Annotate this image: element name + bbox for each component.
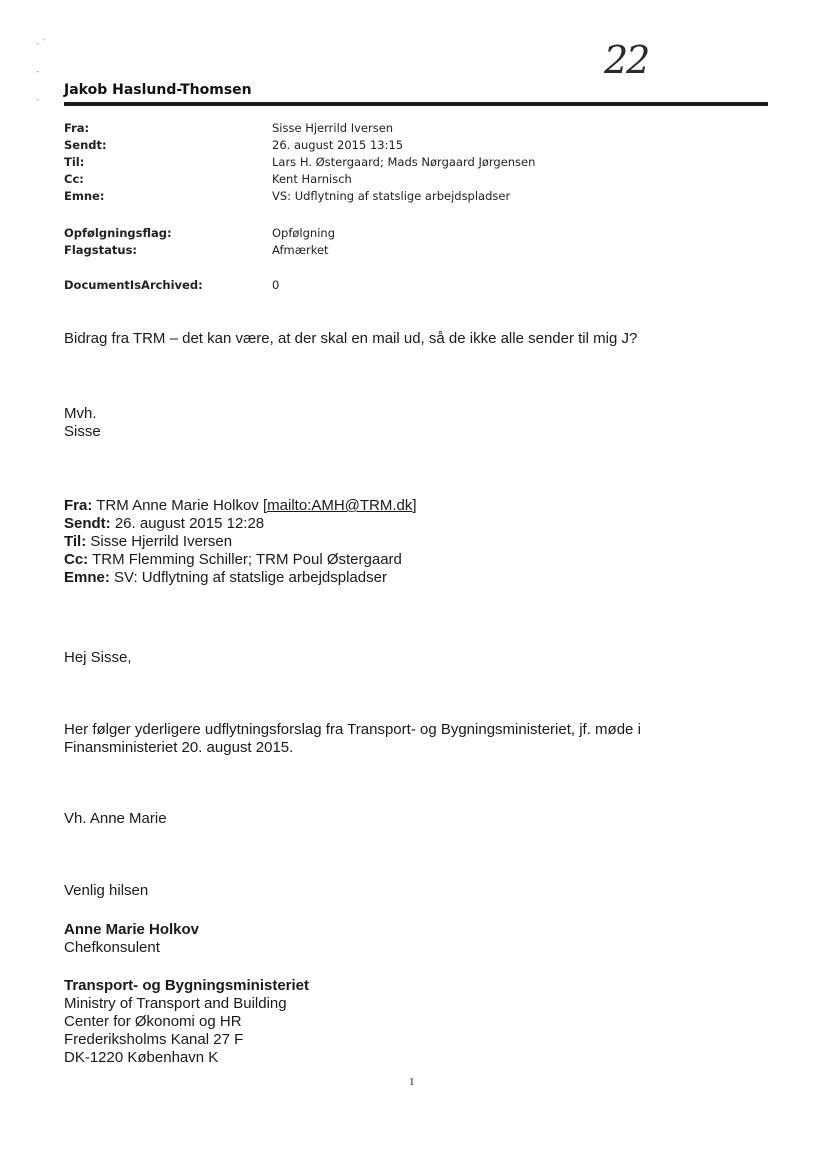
meta-label: Flagstatus: xyxy=(64,243,138,257)
meta-row-to xyxy=(64,155,764,171)
meta-label: Fra: xyxy=(64,121,90,135)
meta-row-subject xyxy=(64,189,764,205)
mailbox-owner-name: Jakob Haslund-Thomsen xyxy=(64,82,252,98)
sig-title: Chefkonsulent xyxy=(64,939,160,956)
meta-label: Opfølgningsflag: xyxy=(64,226,172,240)
meta-value: Opfølgning xyxy=(272,226,336,240)
fwd-subject-label: Emne: xyxy=(64,569,110,586)
meta-value: VS: Udflytning af statslige arbejdspladser xyxy=(272,189,511,203)
fwd-sent-line xyxy=(64,515,264,533)
meta-label: DocumentIsArchived: xyxy=(64,278,203,292)
message-signature: Sisse xyxy=(64,423,101,440)
meta-row-flag-status xyxy=(64,243,764,259)
header-rule xyxy=(64,102,768,106)
fwd-greeting: Hej Sisse, xyxy=(64,649,132,666)
fwd-body-line-2: Finansministeriet 20. august 2015. xyxy=(64,739,294,756)
meta-label: Sendt: xyxy=(64,138,107,152)
fwd-to-value: Sisse Hjerrild Iversen xyxy=(90,533,233,550)
fwd-from-label: Fra: xyxy=(64,497,93,514)
fwd-regards: Venlig hilsen xyxy=(64,882,149,899)
sig-address: Frederiksholms Kanal 27 F xyxy=(64,1031,244,1048)
fwd-subject-value: SV: Udflytning af statslige arbejdspladser xyxy=(114,569,387,586)
fwd-body-line-1: Her følger yderligere udflytningsforslag fra Transport- og Bygningsministeriet, jf. møde i xyxy=(64,721,641,738)
meta-value: 0 xyxy=(272,278,280,292)
fwd-cc-value: TRM Flemming Schiller; TRM Poul Østergaard xyxy=(92,551,402,568)
fwd-from-mailto-link[interactable]: [mailto:AMH@TRM.dk] xyxy=(262,497,417,514)
fwd-subject-line xyxy=(64,569,387,587)
fwd-from-value: TRM Anne Marie Holkov xyxy=(96,497,263,514)
meta-row-archived xyxy=(64,278,764,294)
sig-city: DK-1220 København K xyxy=(64,1049,219,1066)
scan-specks: - ` - - xyxy=(36,39,47,105)
meta-value: 26. august 2015 13:15 xyxy=(272,138,404,152)
fwd-vh: Vh. Anne Marie xyxy=(64,810,167,827)
fwd-cc-line xyxy=(64,551,402,569)
meta-value: Lars H. Østergaard; Mads Nørgaard Jørgensen xyxy=(272,155,536,169)
sig-name: Anne Marie Holkov xyxy=(64,921,200,938)
fwd-to-label: Til: xyxy=(64,533,87,550)
sig-center: Center for Økonomi og HR xyxy=(64,1013,242,1030)
meta-value: Sisse Hjerrild Iversen xyxy=(272,121,394,135)
fwd-cc-label: Cc: xyxy=(64,551,89,568)
fwd-sent-value: 26. august 2015 12:28 xyxy=(114,515,265,532)
fwd-to-line xyxy=(64,533,232,551)
meta-row-followup-flag xyxy=(64,226,764,242)
meta-row-from xyxy=(64,121,764,137)
meta-value: Kent Harnisch xyxy=(272,172,352,186)
handwritten-page-number: 22 xyxy=(604,38,649,82)
page-number: 1 xyxy=(409,1076,415,1088)
message-closing: Mvh. xyxy=(64,405,97,422)
meta-label: Til: xyxy=(64,155,85,169)
meta-label: Cc: xyxy=(64,172,84,186)
sig-org-en: Ministry of Transport and Building xyxy=(64,995,287,1012)
fwd-sent-label: Sendt: xyxy=(64,515,111,532)
fwd-from-line xyxy=(64,497,417,515)
meta-value: Afmærket xyxy=(272,243,329,257)
meta-label: Emne: xyxy=(64,189,105,203)
meta-row-sent xyxy=(64,138,764,154)
message-line: Bidrag fra TRM – det kan være, at der skal en mail ud, så de ikke alle sender til mig J? xyxy=(64,330,638,347)
sig-org: Transport- og Bygningsministeriet xyxy=(64,977,310,994)
meta-row-cc xyxy=(64,172,764,188)
